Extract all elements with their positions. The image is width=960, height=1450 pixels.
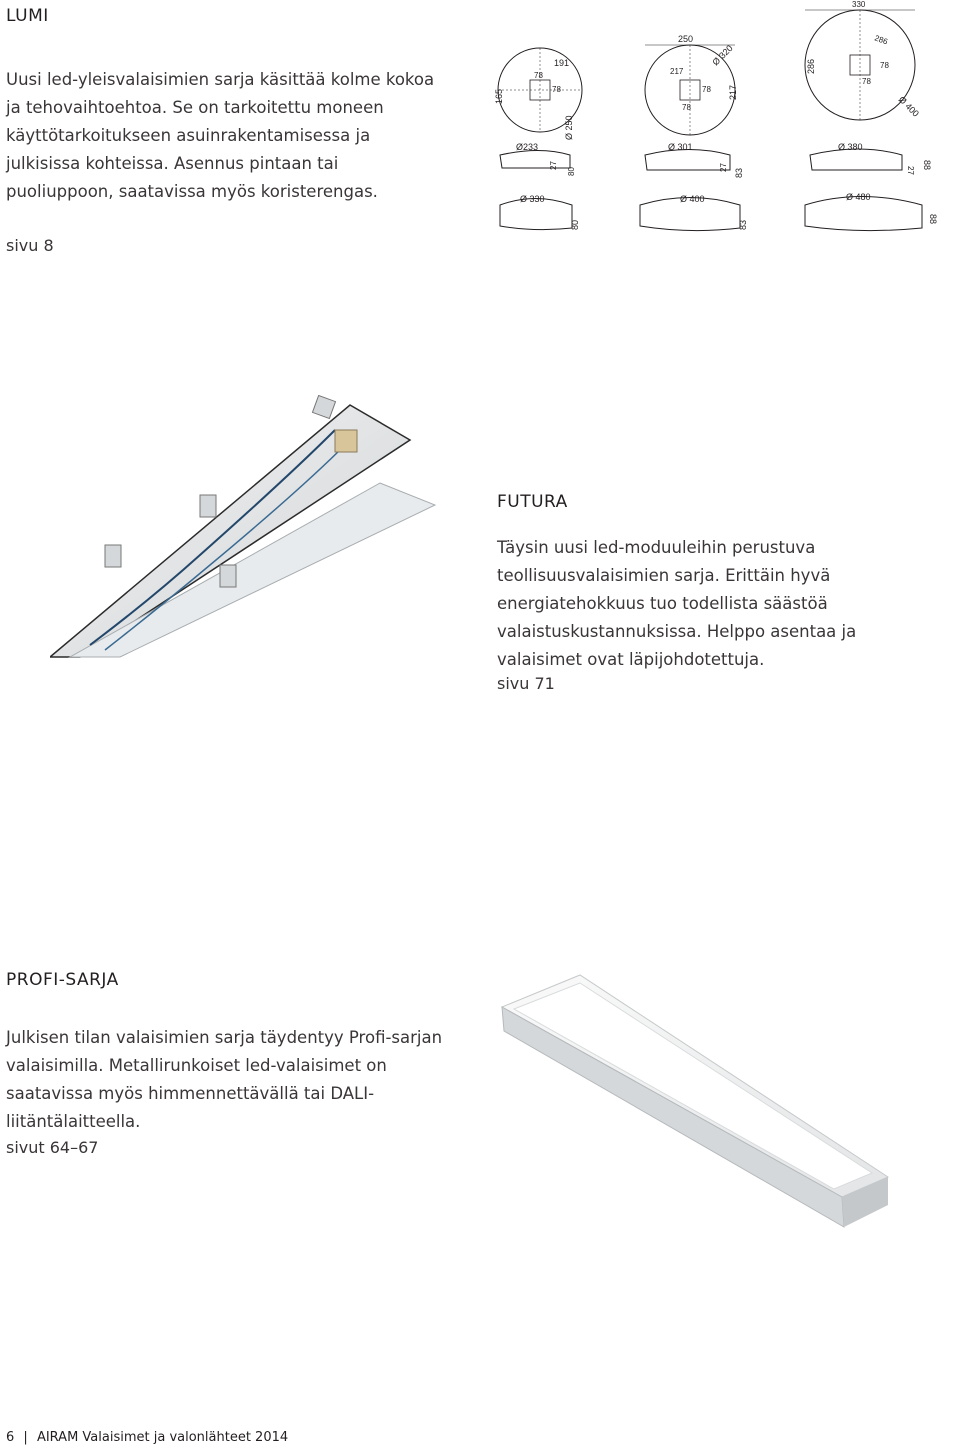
large-ring-height: 88	[928, 214, 938, 225]
medium-profile	[645, 150, 730, 171]
small-diameter-side: Ø 250	[564, 115, 574, 140]
small-inner-a: 78	[534, 71, 543, 80]
medium-h-small: 27	[719, 163, 728, 172]
large-ring-diameter: Ø 480	[846, 192, 871, 202]
medium-top-width: 250	[678, 34, 694, 44]
small-h-small: 27	[549, 161, 558, 170]
large-h-total: 88	[922, 160, 932, 171]
medium-right-height: 217	[728, 84, 738, 100]
publication-title: AIRAM Valaisimet ja valonlähteet 2014	[36, 1430, 289, 1445]
small-left-height: 165	[494, 88, 504, 104]
profi-product-image	[500, 965, 895, 1235]
lumi-dimension-drawings	[490, 0, 960, 240]
large-chord: 286	[873, 33, 889, 47]
medium-chord: 217	[670, 67, 684, 76]
page-number: 6	[6, 1430, 15, 1445]
medium-ring-diameter: Ø 400	[680, 194, 705, 204]
medium-diameter-side: Ø 320	[710, 42, 735, 68]
small-h-total: 80	[567, 167, 576, 176]
medium-inner-a: 78	[682, 103, 691, 112]
futura-product-image	[50, 395, 470, 660]
page-footer	[6, 1430, 288, 1445]
medium-mount-diameter: Ø 301	[668, 142, 693, 152]
futura-title: FUTURA	[497, 492, 568, 512]
lumi-description: Uusi led-yleisvalaisimien sarja käsittää kolme kokoa ja tehovaihtoehtoa. Se on tarkoitettu moneen käyttötarkoitukseen asuinrakentamisessa ja julkisissa kohteissa. Asennus pintaan tai puoliuppoon, saatavissa myös koristerengas.	[6, 70, 435, 201]
large-inner-b: 78	[880, 61, 889, 70]
large-mount-diameter: Ø 380	[838, 142, 863, 152]
lumi-page-ref: sivu 8	[6, 236, 54, 255]
large-profile	[810, 149, 902, 170]
small-inner-b: 78	[552, 85, 561, 94]
large-diameter-side: Ø 400	[896, 94, 922, 119]
medium-inner-b: 78	[702, 85, 711, 94]
small-top-chord: 191	[554, 58, 570, 68]
futura-description: Täysin uusi led-moduuleihin perustuva teollisuusvalaisimien sarja. Erittäin hyvä energiatehokkuus tuo todellista säästöä valaistuskustannuksissa. Helppo asentaa ja valaisimet ovat läpijohdotettuja.	[497, 538, 857, 669]
large-top-width: 330	[852, 0, 866, 9]
profi-page-ref: sivut 64–67	[6, 1138, 99, 1157]
small-mount-diameter: Ø233	[516, 142, 539, 152]
small-ring-diameter: Ø 330	[520, 194, 545, 204]
large-h-small: 27	[906, 166, 915, 175]
small-ring-height: 80	[570, 219, 580, 230]
large-inner-a: 78	[862, 77, 871, 86]
large-left-height: 286	[806, 58, 816, 74]
profi-title: PROFI-SARJA	[6, 970, 119, 990]
footer-separator: |	[23, 1430, 28, 1445]
lumi-title: LUMI	[6, 6, 49, 26]
medium-h-total: 83	[734, 167, 744, 178]
futura-page-ref: sivu 71	[497, 674, 555, 693]
profi-description: Julkisen tilan valaisimien sarja täydentyy Profi-sarjan valaisimilla. Metallirunkoiset led-valaisimet on saatavissa myös himmennettävällä tai DALI-liitäntälaitteella.	[6, 1028, 443, 1131]
medium-ring-height: 83	[738, 219, 748, 230]
small-profile	[500, 151, 570, 169]
